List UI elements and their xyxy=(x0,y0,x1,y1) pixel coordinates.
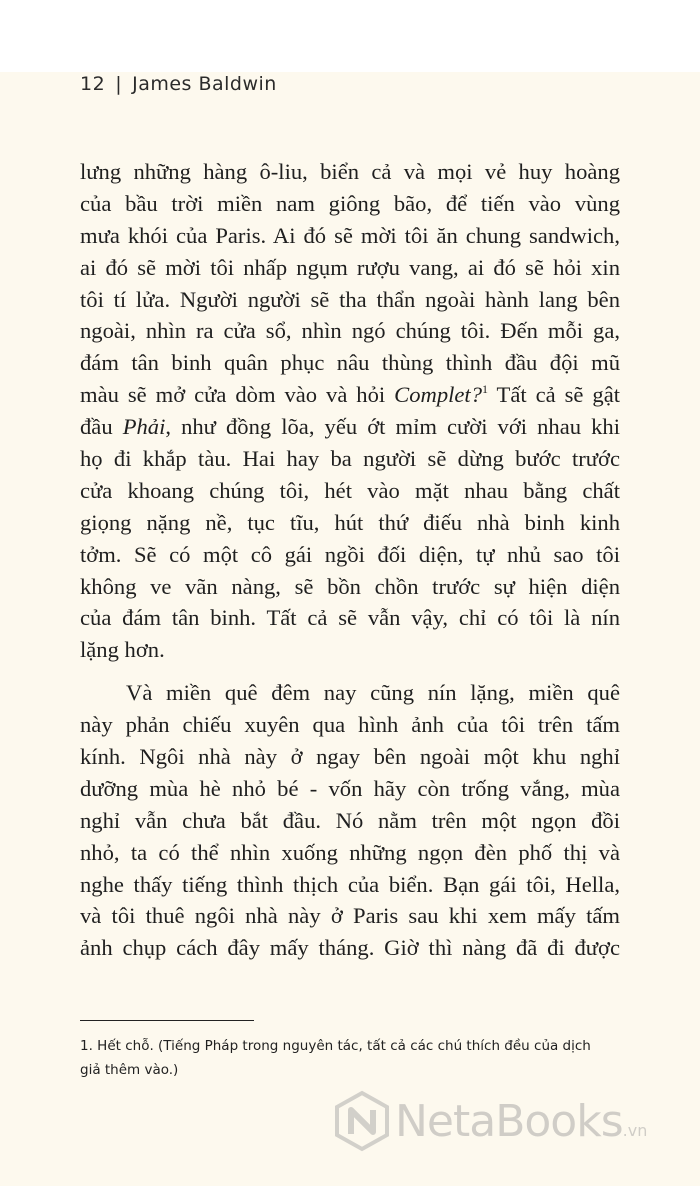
text-run: màu sẽ mở cửa dòm vào và hỏi xyxy=(80,382,395,408)
text-line: đám tân binh quân phục nâu thùng thình đầu đội mũ xyxy=(80,350,620,376)
footnote xyxy=(80,1034,640,1082)
watermark xyxy=(333,1090,647,1152)
text-line: không ve vãn nàng, sẽ bồn chồn trước sự hiện diện xyxy=(80,573,620,599)
text-line: cửa khoang chúng tôi, hét vào mặt nhau bằng chất xyxy=(80,477,620,503)
watermark-suffix: .vn xyxy=(622,1120,648,1140)
netabooks-logo-icon xyxy=(333,1090,391,1152)
running-head xyxy=(80,72,277,96)
text-line: Và miền quê đêm nay cũng nín lặng, miền quê xyxy=(126,680,620,706)
text-line: lặng hơn. xyxy=(80,637,165,663)
text-run: đầu xyxy=(80,414,123,440)
text-line xyxy=(80,411,620,443)
text-line: ai đó sẽ mời tôi nhấp ngụm rượu vang, ai đó sẽ hỏi xin xyxy=(80,254,620,280)
text-run: , như đồng lõa, yếu ớt mỉm cười với nhau khi xyxy=(165,414,620,440)
text-line: giọng nặng nề, tục tĩu, hút thứ điếu nhà binh kinh xyxy=(80,509,620,535)
text-line: nghe thấy tiếng thình thịch của biển. Bạn gái tôi, Hella, xyxy=(80,871,620,897)
book-page xyxy=(0,72,700,1186)
author-name: James Baldwin xyxy=(132,73,277,95)
paragraph-2 xyxy=(80,677,620,964)
watermark-text xyxy=(395,1096,647,1147)
watermark-brand: NetaBooks xyxy=(395,1095,623,1147)
text-line: ngoài, nhìn ra cửa sổ, nhìn ngó chúng tôi. Đến mỗi ga, xyxy=(80,318,620,344)
text-run: Tất cả sẽ gật xyxy=(488,382,620,408)
text-line: dưỡng mùa hè nhỏ bé - vốn hãy còn trống vắng, mùa xyxy=(80,775,620,801)
text-line: tởm. Sẽ có một cô gái ngồi đối diện, tự nhủ sao tôi xyxy=(80,541,620,567)
footnote-line: 1. Hết chỗ. (Tiếng Pháp trong nguyên tác, tất cả các chú thích đều của dịch xyxy=(80,1038,591,1054)
text-line: tôi tí lửa. Người người sẽ tha thẩn ngoài hành lang bên xyxy=(80,286,620,312)
text-line: này phản chiếu xuyên qua hình ảnh của tôi trên tấm xyxy=(80,712,620,738)
header-separator: | xyxy=(115,73,123,95)
body-text xyxy=(80,156,620,964)
page-number: 12 xyxy=(80,73,106,95)
italic-term: Complet? xyxy=(394,382,483,408)
text-line xyxy=(80,379,620,411)
paragraph-1 xyxy=(80,156,620,666)
text-line: kính. Ngôi nhà này ở ngay bên ngoài một khu nghỉ xyxy=(80,744,620,770)
footnote-marker[interactable]: 1 xyxy=(482,382,489,397)
footnote-divider xyxy=(80,1020,254,1021)
footnote-line: giả thêm vào.) xyxy=(80,1062,179,1078)
text-line: ảnh chụp cách đây mấy tháng. Giờ thì nàng đã đi được xyxy=(80,935,620,961)
text-line: nhỏ, ta có thể nhìn xuống những ngọn đèn phố thị và xyxy=(80,839,620,865)
text-line: của bầu trời miền nam giông bão, để tiến vào vùng xyxy=(80,190,620,216)
text-line: mưa khói của Paris. Ai đó sẽ mời tôi ăn chung sandwich, xyxy=(80,222,620,248)
italic-term: Phải xyxy=(122,414,166,440)
text-line: nghỉ vẫn chưa bắt đầu. Nó nằm trên một ngọn đồi xyxy=(80,807,620,833)
text-line: họ đi khắp tàu. Hai hay ba người sẽ dừng bước trước xyxy=(80,446,620,472)
text-line: của đám tân binh. Tất cả sẽ vẫn vậy, chỉ có tôi là nín xyxy=(80,605,620,631)
text-line: và tôi thuê ngôi nhà này ở Paris sau khi xem mấy tấm xyxy=(80,903,620,929)
text-line: lưng những hàng ô-liu, biển cả và mọi vẻ huy hoàng xyxy=(80,159,620,184)
